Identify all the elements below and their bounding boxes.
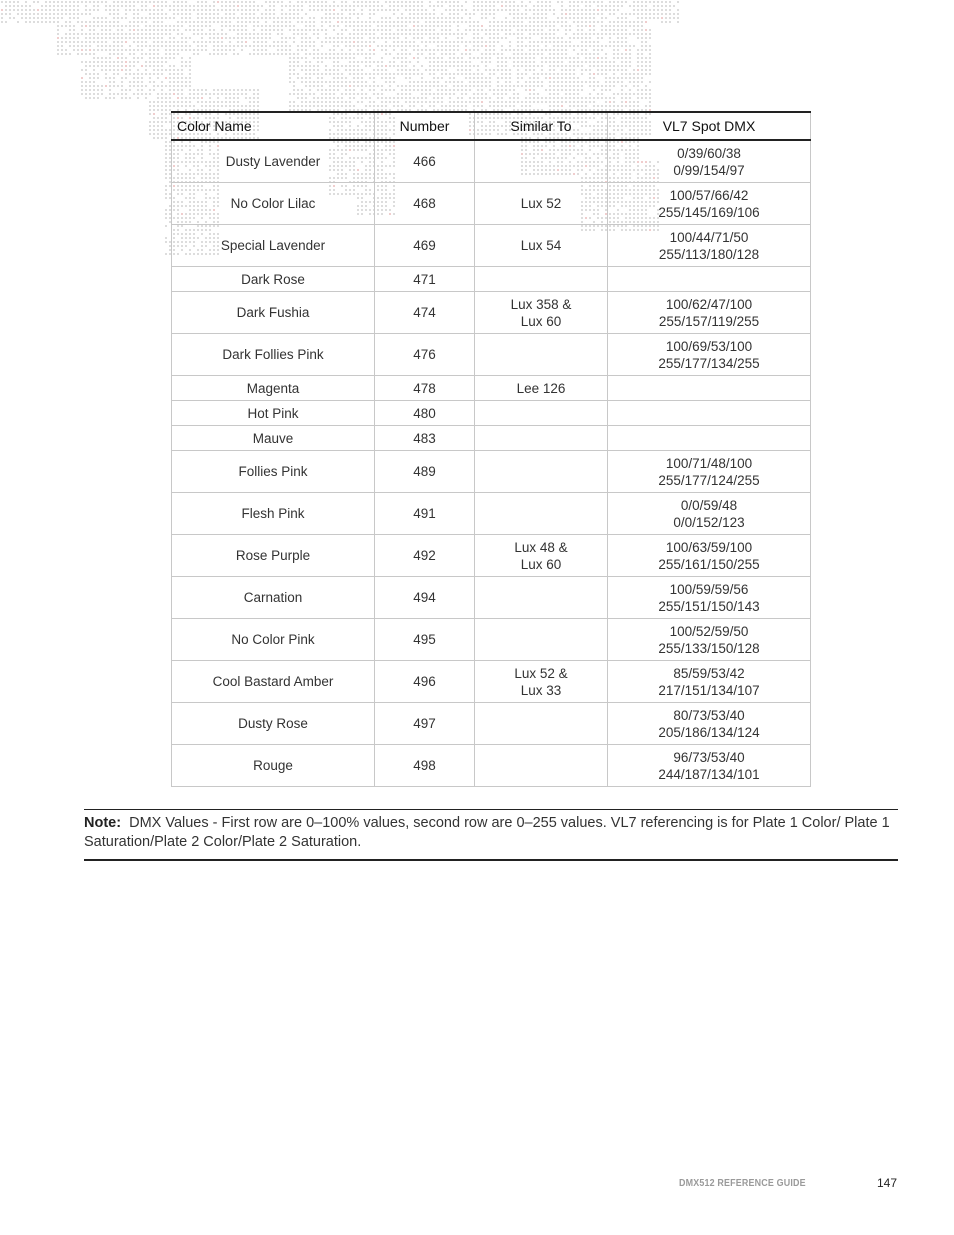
dmx-255-values: 255/177/134/255	[658, 355, 760, 371]
cell-similar-to	[475, 619, 608, 661]
cell-vl7-dmx	[608, 451, 811, 493]
cell-vl7-dmx	[608, 183, 811, 225]
cell-similar-to	[475, 267, 608, 292]
cell-similar-to	[475, 140, 608, 183]
cell-similar-to	[475, 225, 608, 267]
table-row	[172, 703, 811, 745]
cell-number: 497	[375, 703, 475, 745]
similar-to-line: Lux 54	[520, 238, 562, 253]
cell-similar-to	[475, 426, 608, 451]
similar-to-line: Lux 52 &	[514, 665, 568, 681]
dmx-percent-values: 100/44/71/50	[669, 229, 749, 245]
dmx-percent-values: 100/52/59/50	[669, 623, 749, 639]
cell-similar-to	[475, 451, 608, 493]
table-row	[172, 451, 811, 493]
cell-vl7-dmx	[608, 267, 811, 292]
dmx-255-values: 0/99/154/97	[673, 162, 745, 178]
cell-number: 468	[375, 183, 475, 225]
cell-color-name: Mauve	[172, 426, 375, 451]
cell-color-name: Carnation	[172, 577, 375, 619]
cell-similar-to	[475, 376, 608, 401]
dmx-255-values: 244/187/134/101	[658, 766, 760, 782]
dmx-percent-values: 100/59/59/56	[669, 581, 749, 597]
cell-similar-to	[475, 745, 608, 787]
cell-similar-to	[475, 535, 608, 577]
header-vl7-spot-dmx: VL7 Spot DMX	[608, 112, 811, 140]
cell-color-name: Dusty Rose	[172, 703, 375, 745]
dmx-percent-values: 100/62/47/100	[665, 296, 753, 312]
cell-number: 469	[375, 225, 475, 267]
cell-color-name: Dusty Lavender	[172, 140, 375, 183]
cell-color-name: No Color Lilac	[172, 183, 375, 225]
cell-vl7-dmx	[608, 376, 811, 401]
cell-similar-to	[475, 661, 608, 703]
cell-color-name: Dark Follies Pink	[172, 334, 375, 376]
dmx-percent-values: 0/39/60/38	[677, 145, 741, 161]
dmx-255-values: 255/177/124/255	[658, 472, 760, 488]
color-table	[171, 111, 811, 787]
dmx-percent-values: 100/57/66/42	[669, 187, 749, 203]
table-row	[172, 426, 811, 451]
note-label: Note:	[84, 815, 122, 831]
cell-vl7-dmx	[608, 493, 811, 535]
cell-number: 494	[375, 577, 475, 619]
header-similar-to: Similar To	[475, 112, 608, 140]
table-row	[172, 493, 811, 535]
dmx-255-values: 255/145/169/106	[658, 204, 760, 220]
table-row	[172, 334, 811, 376]
cell-vl7-dmx	[608, 745, 811, 787]
cell-color-name: Hot Pink	[172, 401, 375, 426]
dmx-percent-values: 100/63/59/100	[665, 539, 753, 555]
table-row	[172, 267, 811, 292]
cell-number: 489	[375, 451, 475, 493]
cell-similar-to	[475, 334, 608, 376]
footer-guide-title: DMX512 REFERENCE GUIDE	[679, 1177, 806, 1189]
cell-color-name: Follies Pink	[172, 451, 375, 493]
cell-vl7-dmx	[608, 535, 811, 577]
similar-to-line: Lux 60	[520, 313, 562, 329]
dmx-percent-values: 96/73/53/40	[673, 749, 745, 765]
dmx-255-values: 255/113/180/128	[658, 246, 760, 262]
dmx-percent-values: 80/73/53/40	[673, 707, 745, 723]
table-row	[172, 140, 811, 183]
similar-to-line: Lux 52	[520, 196, 562, 211]
cell-number: 491	[375, 493, 475, 535]
similar-to-line: Lux 358 &	[510, 296, 572, 312]
note-text: DMX Values - First row are 0–100% values, second row are 0–255 values. VL7 referencing is for Plate 1 Color/ Plate 1 Saturation/Plate 2 Color/Plate 2 Saturation.	[84, 815, 890, 850]
cell-similar-to	[475, 703, 608, 745]
cell-color-name: Flesh Pink	[172, 493, 375, 535]
dmx-255-values: 255/161/150/255	[658, 556, 760, 572]
dmx-255-values: 255/151/150/143	[658, 598, 760, 614]
cell-similar-to	[475, 183, 608, 225]
cell-similar-to	[475, 493, 608, 535]
cell-number: 495	[375, 619, 475, 661]
cell-number: 498	[375, 745, 475, 787]
cell-vl7-dmx	[608, 401, 811, 426]
table-header-row	[172, 112, 811, 140]
cell-vl7-dmx	[608, 292, 811, 334]
dmx-255-values: 255/133/150/128	[658, 640, 760, 656]
cell-vl7-dmx	[608, 426, 811, 451]
cell-number: 466	[375, 140, 475, 183]
table-row	[172, 661, 811, 703]
header-number: Number	[375, 112, 475, 140]
cell-number: 483	[375, 426, 475, 451]
cell-number: 474	[375, 292, 475, 334]
cell-vl7-dmx	[608, 140, 811, 183]
similar-to-line: Lux 48 &	[514, 539, 568, 555]
cell-vl7-dmx	[608, 577, 811, 619]
cell-color-name: Dark Rose	[172, 267, 375, 292]
cell-vl7-dmx	[608, 225, 811, 267]
cell-similar-to	[475, 401, 608, 426]
cell-number: 476	[375, 334, 475, 376]
table-row	[172, 619, 811, 661]
cell-color-name: Dark Fushia	[172, 292, 375, 334]
page-number: 147	[877, 1176, 898, 1190]
cell-color-name: Magenta	[172, 376, 375, 401]
dmx-percent-values: 100/69/53/100	[665, 338, 753, 354]
table-row	[172, 401, 811, 426]
dmx-255-values: 0/0/152/123	[673, 514, 745, 530]
cell-number: 478	[375, 376, 475, 401]
dmx-percent-values: 0/0/59/48	[680, 497, 738, 513]
similar-to-line: Lee 126	[516, 380, 566, 396]
similar-to-line: Lux 33	[520, 682, 562, 698]
header-color-name: Color Name	[172, 112, 375, 140]
table-row	[172, 535, 811, 577]
note-box	[84, 809, 898, 861]
cell-vl7-dmx	[608, 703, 811, 745]
dmx-255-values: 217/151/134/107	[658, 682, 760, 698]
cell-color-name: Rose Purple	[172, 535, 375, 577]
cell-color-name: Special Lavender	[172, 225, 375, 267]
table-body	[172, 140, 811, 787]
cell-color-name: No Color Pink	[172, 619, 375, 661]
table-row	[172, 292, 811, 334]
similar-to-line: Lux 60	[520, 556, 562, 572]
table-row	[172, 376, 811, 401]
cell-similar-to	[475, 292, 608, 334]
table-row	[172, 225, 811, 267]
dmx-255-values: 255/157/119/255	[658, 313, 760, 329]
table-row	[172, 183, 811, 225]
cell-vl7-dmx	[608, 661, 811, 703]
dmx-percent-values: 85/59/53/42	[673, 665, 745, 681]
cell-vl7-dmx	[608, 334, 811, 376]
cell-similar-to	[475, 577, 608, 619]
table-row	[172, 577, 811, 619]
dmx-percent-values: 100/71/48/100	[665, 455, 753, 471]
cell-number: 480	[375, 401, 475, 426]
cell-color-name: Cool Bastard Amber	[172, 661, 375, 703]
cell-number: 492	[375, 535, 475, 577]
cell-vl7-dmx	[608, 619, 811, 661]
table-row	[172, 745, 811, 787]
dmx-255-values: 205/186/134/124	[658, 724, 760, 740]
cell-number: 496	[375, 661, 475, 703]
cell-color-name: Rouge	[172, 745, 375, 787]
cell-number: 471	[375, 267, 475, 292]
